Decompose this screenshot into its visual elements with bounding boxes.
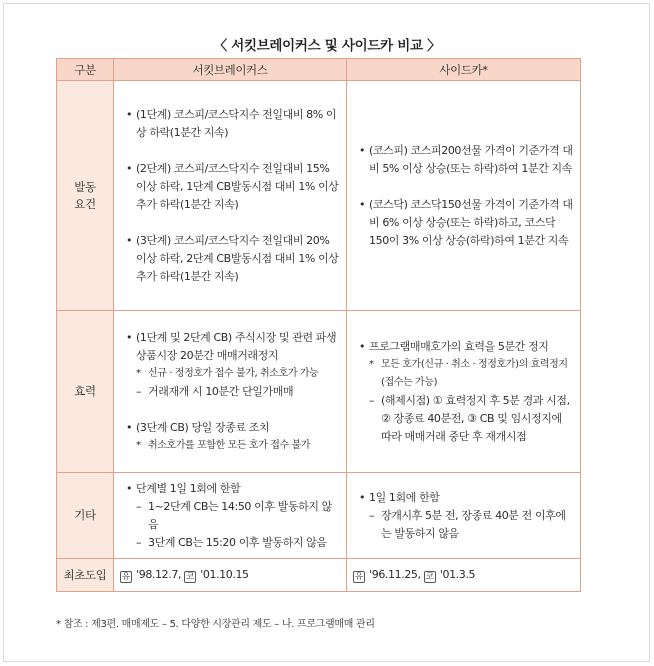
bullet-mark: • — [125, 330, 133, 344]
header-category: 구분 — [57, 59, 114, 81]
bullet-mark: • — [358, 490, 366, 504]
list-item: • (1단계) 코스피/코스닥지수 전일대비 8% 이상 하락(1분간 지속) — [122, 106, 340, 142]
header-sidecar: 사이드카* — [347, 59, 581, 81]
table-row-other — [57, 473, 581, 559]
cb-trigger-cell — [114, 81, 347, 311]
list-item: • 프로그램매매호가의 효력을 5분간 정지 — [355, 338, 574, 356]
sub-note: – (해제시점) ① 효력정지 후 5분 경과 시점, ② 장종료 40분전, ③ CB 및 임시정지에 따라 매매거래 중단 후 재개시점 — [369, 393, 570, 443]
table-title: 〈 서킷브레이커스 및 사이드카 비교 〉 — [213, 38, 441, 54]
bullet-mark: • — [125, 233, 133, 247]
table-row-trigger — [57, 81, 581, 311]
bullet-mark: • — [125, 420, 133, 434]
bullet-mark: • — [125, 161, 133, 175]
bullet-mark: • — [358, 143, 366, 157]
bullet-mark: • — [358, 339, 366, 353]
row-label-effect: 효력 — [57, 311, 114, 473]
sub-note: – 1~2단계 CB는 14:50 이후 발동하지 않음 — [136, 499, 332, 531]
cb-other-cell — [114, 473, 347, 559]
sidecar-effect-cell — [347, 311, 581, 473]
list-item: • (1단계 및 2단계 CB) 주식시장 및 관련 파생상품시장 20분간 매매거래정지 — [122, 329, 340, 365]
sidecar-first-cell: 유 '96.11.25, 코 '01.3.5 — [347, 559, 581, 592]
list-item: • (3단계) 코스피/코스닥지수 전일대비 20% 이상 하락, 2단계 CB발동시점 대비 1% 이상 추가 하락(1분간 지속) — [122, 232, 340, 286]
securities-market-badge: 유 — [121, 572, 131, 582]
list-item: • (2단계) 코스피/코스닥지수 전일대비 15% 이상 하락, 1단계 CB발동시점 대비 1% 이상 추가 하락(1분간 지속) — [122, 160, 340, 214]
table-row-first-introduced — [57, 559, 581, 592]
kosdaq-market-badge: 코 — [425, 572, 434, 582]
sidecar-trigger-cell — [347, 81, 581, 311]
sub-note: * 취소호가를 포함한 모든 호가 접수 불가 — [136, 439, 311, 451]
cb-first-cell: 유 '98.12.7, 코 '01.10.15 — [114, 559, 347, 592]
list-item: • 1일 1회에 한함 — [355, 489, 574, 507]
row-label-trigger: 발동 요건 — [57, 81, 114, 311]
list-item: • 단계별 1일 1회에 한함 — [122, 480, 340, 498]
sidecar-other-cell — [347, 473, 581, 559]
row-label-other: 기타 — [57, 473, 114, 559]
cb-effect-cell — [114, 311, 347, 473]
list-item: • (3단계 CB) 당일 장종료 조치 — [122, 419, 340, 437]
list-item: • (코스피) 코스피200선물 가격이 기준가격 대비 5% 이상 상승(또는 하락)하여 1분간 지속 — [355, 142, 574, 178]
sub-note: – 거래재개 시 10분간 단일가매매 — [136, 384, 294, 398]
bullet-mark: • — [125, 107, 133, 121]
sub-note: – 장개시후 5분 전, 장종료 40분 전 이후에는 발동하지 않음 — [369, 508, 566, 540]
row-label-first-introduced: 최초도입 — [57, 559, 114, 592]
list-item: • (코스닥) 코스닥150선물 가격이 기준가격 대비 6% 이상 상승(또는 하락)하고, 코스닥150이 3% 이상 상승(하락)하여 1분간 지속 — [355, 196, 574, 250]
sub-note: * 신규 · 정정호가 접수 불가, 취소호가 가능 — [136, 367, 319, 379]
header-circuit-breakers: 서킷브레이커스 — [114, 59, 347, 81]
securities-market-badge: 유 — [354, 572, 364, 582]
comparison-table — [56, 58, 581, 592]
bullet-mark: • — [358, 197, 366, 211]
footnote: * 참조 : 제3편. 매매제도 – 5. 다양한 시장관리 제도 – 나. 프로그램매매 관리 — [56, 619, 375, 630]
header-row — [57, 59, 581, 81]
sub-note: * 모든 호가(신규 · 취소 · 정정호가)의 효력정지(접수는 가능) — [369, 358, 568, 388]
bullet-mark: • — [125, 481, 133, 495]
kosdaq-market-badge: 코 — [186, 572, 195, 582]
sub-note: – 3단계 CB는 15:20 이후 발동하지 않음 — [136, 535, 327, 549]
table-row-effect — [57, 311, 581, 473]
